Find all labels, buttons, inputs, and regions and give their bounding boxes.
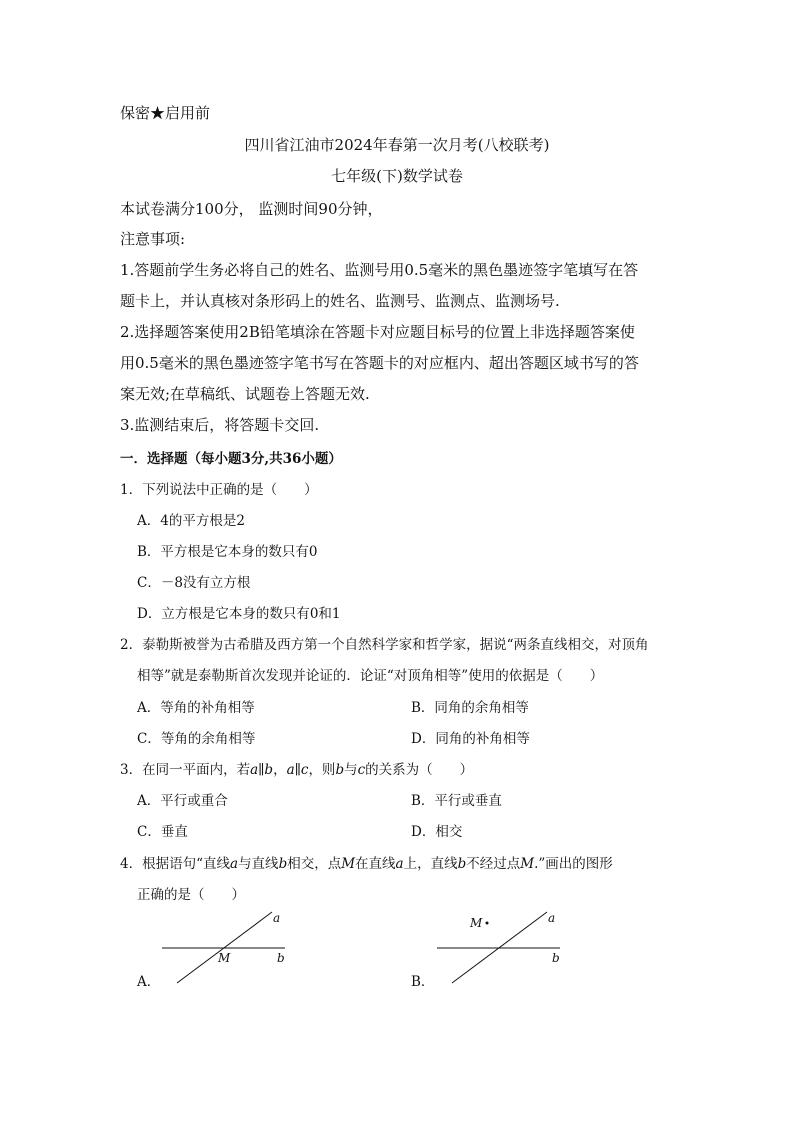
section-heading: 一．选择题（每小题3分,共36小题）: [120, 451, 342, 467]
question-2-stem: 2．泰勒斯被誉为古希腊及西方第一个自然科学家和哲学家，据说“两条直线相交，对顶角: [120, 637, 649, 653]
q4-figure-b: [430, 905, 570, 990]
notice-heading: 注意事项:: [120, 230, 186, 248]
notice-line: 3.监测结束后，将答题卡交回.: [120, 416, 320, 434]
question-1-stem: 1．下列说法中正确的是（ ）: [120, 482, 318, 498]
q1-option-b: B．平方根是它本身的数只有0: [137, 544, 318, 560]
q3-option-c: C．垂直: [137, 824, 188, 840]
point-m: [486, 922, 489, 925]
q3-option-a: A．平行或重合: [137, 793, 228, 809]
q1-option-d: D．立方根是它本身的数只有0和1: [137, 606, 341, 622]
question-4-stem-cont: 正确的是（ ）: [137, 887, 245, 903]
label-a: a: [548, 911, 556, 925]
q2-option-b: B．同角的余角相等: [411, 700, 529, 716]
label-a: a: [273, 911, 281, 925]
secret-mark: 保密★启用前: [120, 104, 211, 122]
notice-line: 2.选择题答案使用2B铅笔填涂在答题卡对应题目标号的位置上非选择题答案使: [120, 323, 635, 341]
notice-line: 案无效;在草稿纸、试题卷上答题无效.: [120, 385, 370, 403]
notice-line: 题卡上，并认真核对条形码上的姓名、监测号、监测点、监测场号.: [120, 292, 560, 310]
label-m: M: [218, 951, 231, 965]
question-2-stem-cont: 相等”就是泰勒斯首次发现并论证的．论证“对顶角相等”使用的依据是（ ）: [137, 668, 604, 684]
q4-figure-a: [155, 905, 295, 990]
q2-option-a: A．等角的补角相等: [137, 700, 255, 716]
q3-option-d: D．相交: [411, 824, 463, 840]
q3-option-b: B．平行或垂直: [411, 793, 502, 809]
label-b: b: [277, 951, 285, 965]
label-b: b: [552, 951, 560, 965]
q4-option-b-label: B．: [411, 974, 435, 990]
q1-option-c: C．－8没有立方根: [137, 575, 251, 591]
question-4-stem: 4．根据语句“直线a与直线b相交，点M在直线a上，直线b不经过点M.”画出的图形: [120, 856, 613, 872]
q1-option-a: A．4的平方根是2: [137, 513, 245, 529]
label-m: M: [470, 916, 483, 930]
exam-title: 四川省江油市2024年春第一次月考(八校联考): [244, 136, 550, 154]
notice-line: 用0.5毫米的黑色墨迹签字笔书写在答题卡的对应框内、超出答题区域书写的答: [120, 354, 639, 372]
score-time-info: 本试卷满分100分， 监测时间90分钟，: [120, 200, 383, 218]
notice-line: 1.答题前学生务必将自己的姓名、监测号用0.5毫米的黑色墨迹签字笔填写在答: [120, 261, 639, 279]
q2-option-d: D．同角的补角相等: [411, 731, 530, 747]
q4-option-a-label: A．: [137, 974, 161, 990]
question-3-stem: 3．在同一平面内，若a∥b，a∥c，则b与c的关系为（ ）: [120, 762, 474, 778]
q2-option-c: C．等角的余角相等: [137, 731, 256, 747]
exam-subtitle: 七年级(下)数学试卷: [331, 167, 463, 185]
